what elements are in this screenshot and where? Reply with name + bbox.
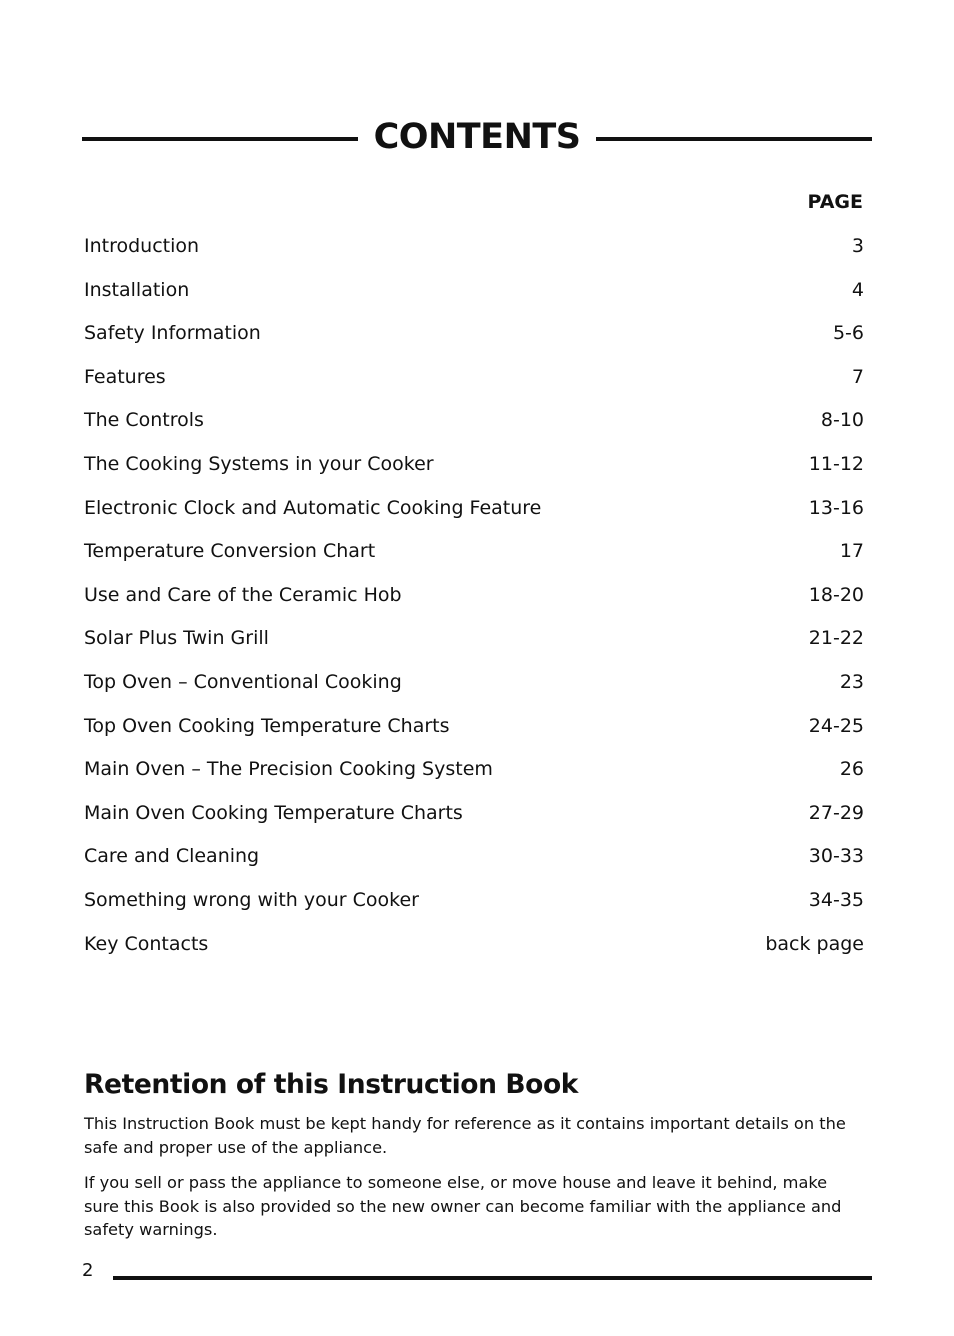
toc-entry-label: The Cooking Systems in your Cooker <box>84 452 434 475</box>
toc-entry-label: Features <box>84 365 166 388</box>
toc-entry-page: 24-25 <box>808 714 864 737</box>
toc-entry[interactable] <box>84 232 864 276</box>
toc-entry-page: 5-6 <box>832 322 864 345</box>
toc-entry-label: Use and Care of the Ceramic Hob <box>84 583 402 606</box>
toc-entry[interactable] <box>84 712 864 756</box>
toc-entry-label: The Controls <box>84 409 204 432</box>
toc-entry-page: 26 <box>839 758 864 781</box>
footer-rule <box>113 1276 872 1280</box>
toc-entry[interactable] <box>84 799 864 843</box>
toc-entry-label: Installation <box>84 278 190 301</box>
toc-entry-label: Solar Plus Twin Grill <box>84 627 269 650</box>
toc-entry[interactable] <box>84 842 864 886</box>
toc-entry[interactable] <box>84 886 864 930</box>
toc-entry-page: 4 <box>851 278 864 301</box>
toc-entry[interactable] <box>84 581 864 625</box>
toc-entry-page: 7 <box>851 365 864 388</box>
toc-entry-label: Electronic Clock and Automatic Cooking Feature <box>84 496 542 519</box>
toc-entry-label: Temperature Conversion Chart <box>84 540 376 563</box>
toc-entry[interactable] <box>84 276 864 320</box>
toc-entry-page: 18-20 <box>808 583 864 606</box>
page-number: 2 <box>82 1260 94 1281</box>
toc-entry-page: 21-22 <box>808 627 864 650</box>
retention-paragraph: If you sell or pass the appliance to someone else, or move house and leave it behind, make sure this Book is also provided so the new owner can become familiar with the appliance and safety warnings. <box>84 1173 842 1239</box>
toc-entry[interactable] <box>84 363 864 407</box>
page-title: CONTENTS <box>373 117 581 157</box>
toc-entry-page: 23 <box>839 670 864 693</box>
toc-entry-label: Main Oven – The Precision Cooking System <box>84 758 493 781</box>
title-rule-left <box>82 137 358 141</box>
toc-entry[interactable] <box>84 450 864 494</box>
toc-entry-page: 27-29 <box>808 801 864 824</box>
toc-entry[interactable] <box>84 668 864 712</box>
toc-entry-label: Top Oven Cooking Temperature Charts <box>84 714 450 737</box>
page-column-heading: PAGE <box>807 191 863 213</box>
toc-entry-page: back page <box>765 932 864 955</box>
toc-entry-page: 17 <box>839 540 864 563</box>
toc-entry[interactable] <box>84 494 864 538</box>
toc-entry-label: Something wrong with your Cooker <box>84 888 419 911</box>
toc-entry[interactable] <box>84 406 864 450</box>
toc-entry-page: 3 <box>851 235 864 257</box>
toc-entry-page: 13-16 <box>808 496 864 519</box>
toc-entry-page: 30-33 <box>808 845 864 868</box>
toc-entry-label: Care and Cleaning <box>84 845 260 868</box>
toc-entry-label: Key Contacts <box>84 932 209 955</box>
toc-entry-page: 8-10 <box>820 409 864 432</box>
toc-entry-label: Introduction <box>84 235 200 257</box>
table-of-contents <box>84 232 864 973</box>
toc-entry-label: Main Oven Cooking Temperature Charts <box>84 801 463 824</box>
toc-entry-page: 34-35 <box>808 888 864 911</box>
toc-entry-label: Top Oven – Conventional Cooking <box>84 670 402 693</box>
title-rule-right <box>596 137 872 141</box>
toc-entry-label: Safety Information <box>84 322 261 345</box>
toc-entry[interactable] <box>84 319 864 363</box>
toc-entry[interactable] <box>84 624 864 668</box>
toc-entry-page: 11-12 <box>808 452 864 475</box>
retention-paragraph: This Instruction Book must be kept handy for reference as it contains important details on the safe and proper use of the appliance. <box>84 1114 846 1157</box>
toc-entry[interactable] <box>84 930 864 974</box>
contents-header <box>82 112 872 162</box>
toc-entry[interactable] <box>84 537 864 581</box>
retention-heading: Retention of this Instruction Book <box>84 1069 579 1100</box>
toc-entry[interactable] <box>84 755 864 799</box>
